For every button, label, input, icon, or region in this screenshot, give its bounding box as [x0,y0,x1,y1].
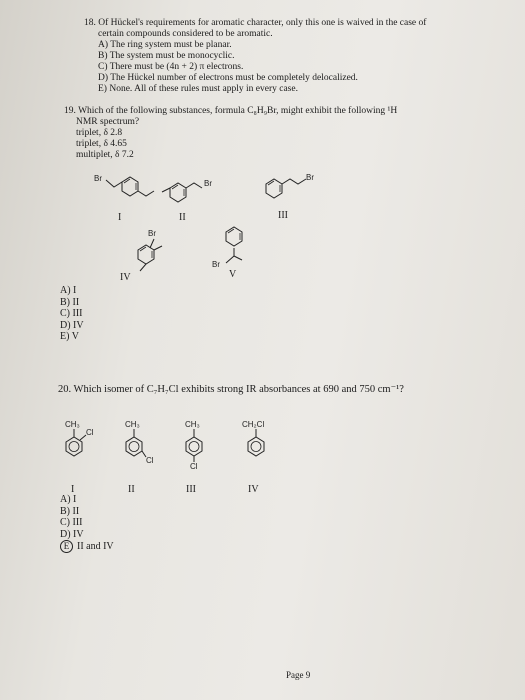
structure-19-ii [162,179,212,202]
question-18-text-cont: certain compounds considered to be aromatic. [98,29,273,39]
q19-option-a: A) I [60,285,77,296]
label-19-iii: III [278,210,288,221]
q20-option-c: C) III [60,517,83,529]
q20-option-d: D) IV [60,528,84,540]
atom-br: Br [212,260,220,269]
q19-structures [0,160,525,280]
label-20-iv: IV [248,484,259,495]
q19-options [60,285,84,343]
q18-option-c: C) There must be (4n + 2) π electrons. [98,62,244,72]
q20-option-e [60,540,114,553]
nmr-signal-2: triplet, δ 4.65 [76,139,127,149]
nmr-signal-3: multiplet, δ 7.2 [76,150,134,160]
label-20-iii: III [186,484,196,495]
structure-19-iv [138,229,162,271]
atom-cl: Cl [86,428,94,437]
q18-option-e: E) None. All of these rules must apply in every case. [98,84,298,94]
atom-ch3: CH₃ [125,420,140,429]
nmr-signal-1: triplet, δ 2.8 [76,128,123,138]
label-19-iv: IV [120,272,131,283]
atom-br: Br [148,229,156,238]
q20-option-b: B) II [60,505,80,517]
structure-20-ii [125,420,154,465]
atom-br: Br [94,174,102,183]
question-18-text: 18. Of Hückel's requirements for aromatic character, only this one is waived in the case of [84,18,427,28]
label-19-i: I [118,212,122,223]
question-19 [64,106,397,161]
question-20 [58,384,404,395]
q19-option-c: C) III [60,308,83,320]
label-20-ii: II [128,484,135,495]
atom-cl: Cl [146,456,154,465]
q18-option-b: B) The system must be monocyclic. [98,51,235,61]
atom-br: Br [204,179,212,188]
structure-20-iv [242,420,264,456]
atom-ch3: CH₃ [65,420,80,429]
atom-br: Br [306,173,314,182]
structure-20-i [65,420,94,456]
q19-option-d: D) IV [60,319,84,331]
question-18 [84,18,426,95]
q19-option-b: B) II [60,296,80,308]
q19-option-e: E) V [60,331,79,343]
q20-option-e-text: II and IV [77,541,114,553]
structure-20-iii [185,420,202,471]
atom-cl: Cl [190,462,198,471]
q18-option-a: A) The ring system must be planar. [98,40,232,50]
structure-19-i [94,174,154,196]
question-20-text: 20. Which isomer of C₇H₇Cl exhibits strong IR absorbances at 690 and 750 cm⁻¹? [58,384,404,395]
page-number: Page 9 [286,670,311,680]
label-19-ii: II [179,212,186,223]
answer-circle-mark: E [60,540,73,553]
label-19-v: V [229,269,237,280]
question-19-text-cont: NMR spectrum? [76,117,140,127]
label-20-i: I [71,484,75,495]
q20-option-a: A) I [60,494,77,505]
atom-ch2cl: CH₂Cl [242,420,265,429]
atom-ch3: CH₃ [185,420,200,429]
q18-option-d: D) The Hückel number of electrons must be completely delocalized. [98,73,358,83]
q20-structures [0,405,525,485]
q20-options [60,494,114,553]
structure-19-v [212,227,242,269]
question-19-text: 19. Which of the following substances, formula C₈H₉Br, might exhibit the following ¹H [64,106,398,116]
structure-19-iii [266,173,314,198]
